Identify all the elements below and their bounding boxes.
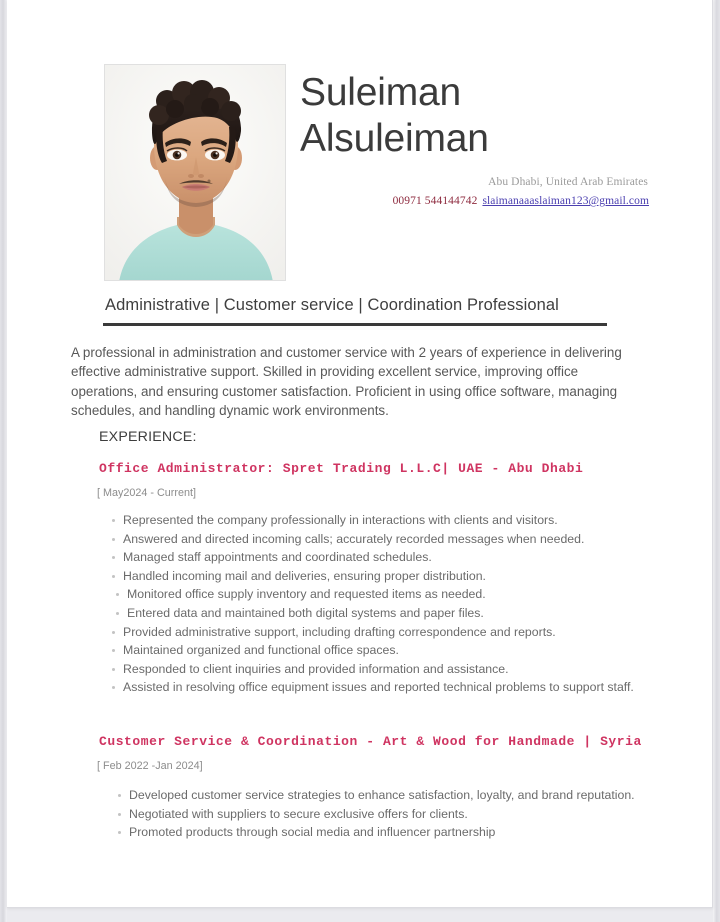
last-name: Alsuleiman: [300, 117, 489, 160]
resume-header: [104, 64, 649, 286]
list-item: Managed staff appointments and coordinated schedules.: [111, 548, 671, 567]
list-item: Responded to client inquiries and provided information and assistance.: [111, 660, 671, 679]
experience-section-title: EXPERIENCE:: [99, 429, 197, 445]
list-item: Assisted in resolving office equipment issues and reported technical problems to support staff.: [111, 678, 671, 697]
professional-headline: Administrative | Customer service | Coordination Professional: [105, 296, 559, 314]
first-name: Suleiman: [300, 71, 461, 114]
location-text: Abu Dhabi, United Arab Emirates: [488, 176, 648, 188]
email-link[interactable]: slaimanaaaslaiman123@gmail.com: [482, 195, 649, 207]
list-item: Developed customer service strategies to enhance satisfaction, loyalty, and brand reputation.: [117, 786, 677, 805]
list-item: Maintained organized and functional office spaces.: [111, 641, 671, 660]
list-item: Monitored office supply inventory and requested items as needed.: [111, 585, 671, 604]
list-item: Entered data and maintained both digital systems and paper files.: [111, 604, 671, 623]
list-item: Provided administrative support, including drafting correspondence and reports.: [111, 623, 671, 642]
job-title: Office Administrator: Spret Trading L.L.C| UAE - Abu Dhabi: [99, 461, 584, 476]
profile-summary: A professional in administration and customer service with 2 years of experience in delivering effective administrative support. Skilled in providing excellent service, improving office operations, and ensuring customer satisfaction. Proficient in using office software, managing schedules, and handling dynamic work environments.: [71, 345, 622, 418]
job-title: Customer Service & Coordination - Art & Wood for Handmade | Syria: [99, 734, 642, 749]
header-divider: [103, 323, 607, 326]
list-item: Negotiated with suppliers to secure exclusive offers for clients.: [117, 805, 677, 824]
list-item: Promoted products through social media and influencer partnership: [117, 823, 677, 842]
job-dates: [ Feb 2022 -Jan 2024]: [97, 760, 203, 772]
contact-line: [300, 195, 649, 207]
page-left-edge: [0, 0, 7, 922]
job-bullet-list: [111, 511, 671, 697]
job-bullet-list: [117, 786, 677, 842]
page-right-edge: [713, 0, 720, 922]
list-item: Answered and directed incoming calls; accurately recorded messages when needed.: [111, 530, 671, 549]
list-item: Represented the company professionally in interactions with clients and visitors.: [111, 511, 671, 530]
phone-number: 00971 544144742: [392, 195, 478, 207]
identity-block: [300, 70, 649, 207]
resume-page: [7, 0, 713, 908]
portrait-photo: [104, 64, 286, 281]
list-item: Handled incoming mail and deliveries, ensuring proper distribution.: [111, 567, 671, 586]
resume-content: [7, 0, 713, 908]
job-dates: [ May2024 - Current]: [97, 487, 197, 499]
